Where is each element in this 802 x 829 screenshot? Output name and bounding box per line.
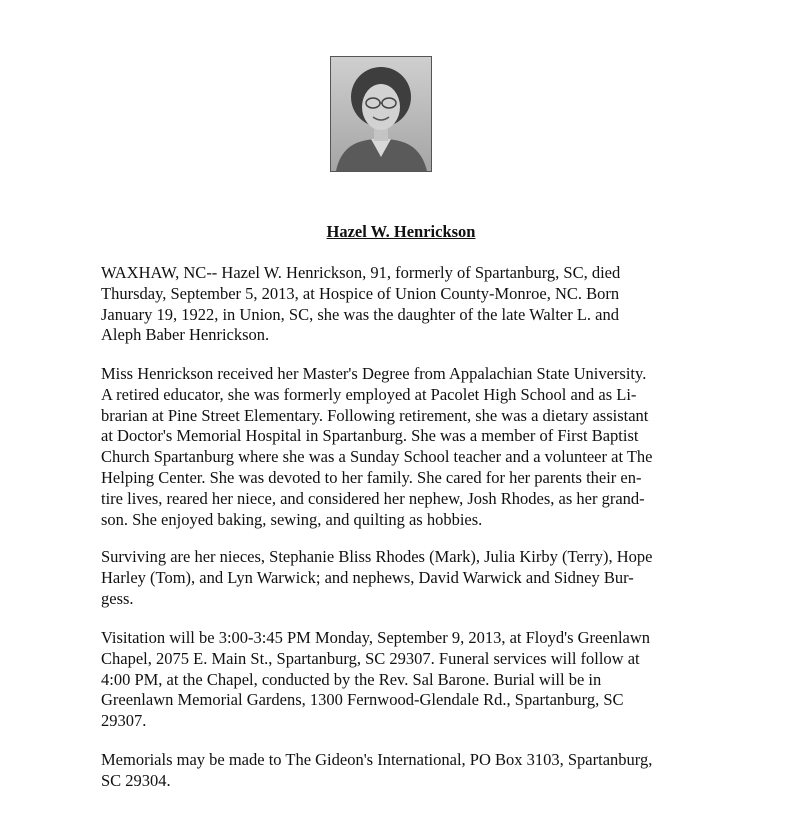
portrait-photo — [330, 56, 432, 172]
text-line: Greenlawn Memorial Gardens, 1300 Fernwood-Glendale Rd., Spartanburg, SC — [101, 690, 624, 710]
text-line: Surviving are her nieces, Stephanie Bliss Rhodes (Mark), Julia Kirby (Terry), Hope — [101, 547, 653, 566]
text-line: Visitation will be 3:00-3:45 PM Monday, September 9, 2013, at Floyd's Greenlawn — [101, 628, 651, 647]
text-line: Aleph Baber Henrickson. — [101, 325, 270, 345]
obituary-title: Hazel W. Henrickson — [326, 222, 476, 241]
text-line: 29307. — [101, 711, 147, 731]
text-line: A retired educator, she was formerly employed at Pacolet High School and as Li- — [101, 384, 637, 404]
text-line: Helping Center. She was devoted to her family. She cared for her parents their en- — [101, 467, 642, 487]
text-line: WAXHAW, NC-- Hazel W. Henrickson, 91, formerly of Spartanburg, SC, died — [101, 263, 621, 282]
text-line: son. She enjoyed baking, sewing, and quilting as hobbies. — [101, 509, 483, 529]
text-line: gess. — [101, 588, 134, 608]
text-line: SC 29304. — [101, 770, 171, 790]
text-line: Harley (Tom), and Lyn Warwick; and nephews, David Warwick and Sidney Bur- — [101, 567, 634, 587]
text-line: Miss Henrickson received her Master's Degree from Appalachian State University. — [101, 364, 647, 383]
paragraph-memorials — [101, 750, 701, 792]
paragraph-services — [101, 628, 701, 732]
text-line: Church Spartanburg where she was a Sunday School teacher and a volunteer at The — [101, 447, 653, 467]
text-line: January 19, 1922, in Union, SC, she was the daughter of the late Walter L. and — [101, 304, 620, 324]
text-line: Chapel, 2075 E. Main St., Spartanburg, SC 29307. Funeral services will follow at — [101, 648, 640, 668]
portrait-image — [331, 57, 431, 171]
text-line: Thursday, September 5, 2013, at Hospice of Union County-Monroe, NC. Born — [101, 283, 620, 303]
text-line: Memorials may be made to The Gideon's International, PO Box 3103, Spartanburg, — [101, 750, 653, 769]
paragraph-biography — [101, 364, 701, 530]
text-line: at Doctor's Memorial Hospital in Spartanburg. She was a member of First Baptist — [101, 426, 639, 446]
text-line: 4:00 PM, at the Chapel, conducted by the Rev. Sal Barone. Burial will be in — [101, 669, 602, 689]
text-line: tire lives, reared her niece, and considered her nephew, Josh Rhodes, as her grand- — [101, 488, 645, 508]
paragraph-death-notice — [101, 263, 701, 346]
text-line: brarian at Pine Street Elementary. Following retirement, she was a dietary assistant — [101, 405, 649, 425]
paragraph-survivors — [101, 547, 701, 609]
